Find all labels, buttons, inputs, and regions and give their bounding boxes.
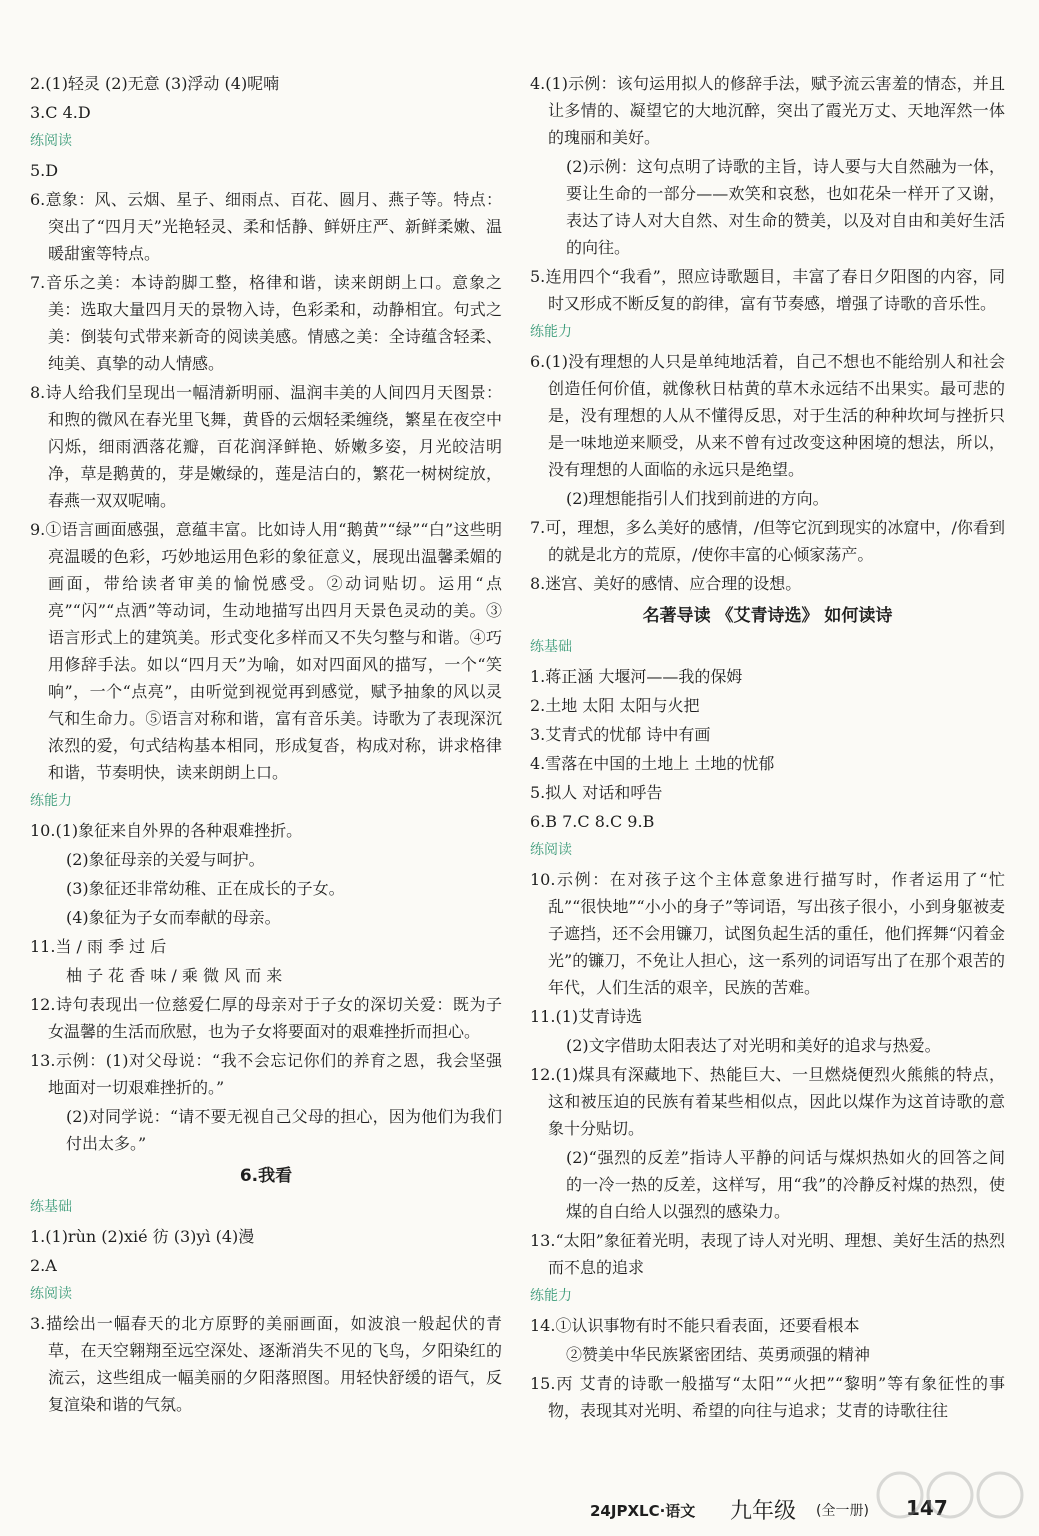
answer-item: 13.示例：(1)对父母说：“我不会忘记你们的养育之恩，我会坚强地面对一切艰难挫折的。” — [30, 1051, 502, 1097]
page-number: 147 — [906, 1496, 948, 1520]
answer-item: 10.(1)象征来自外界的各种艰难挫折。 — [30, 821, 303, 840]
answer-subitem: (2)示例：这句点明了诗歌的主旨，诗人要与大自然融为一体，要让生命的一部分——欢笑和哀愁，也如花朵一样开了又谢，表达了诗人对大自然、对生命的赞美，以及对自由和美好生活的向往。 — [566, 157, 1005, 257]
answer-item: 12.(1)煤具有深藏地下、热能巨大、一旦燃烧便烈火熊熊的特点，这和被压迫的民族有着某些相似点，因此以煤作为这首诗歌的意象十分贴切。 — [530, 1065, 1005, 1138]
answer-item: 1.(1)rùn (2)xié 彷 (3)yì (4)漫 — [30, 1227, 255, 1246]
answer-item: 8.诗人给我们呈现出一幅清新明丽、温润丰美的人间四月天图景：和煦的微风在春光里飞舞，黄昏的云烟轻柔缠绕，繁星在夜空中闪烁，细雨洒落花瓣，百花润泽鲜艳、娇嫩多姿，月光皎洁明净，草是鹅黄的，芽是嫩绿的，莲是洁白的，繁花一树树绽放，春燕一双双呢喃。 — [30, 383, 502, 510]
answer-item: 7.可，理想，多么美好的感情，/但等它沉到现实的冰窟中，/你看到的就是北方的荒原，/使你丰富的心倾家荡产。 — [530, 518, 1005, 564]
answer-item: 2.土地 太阳 太阳与火把 — [530, 696, 700, 715]
left-column — [30, 70, 502, 1420]
answer-item: 6.B 7.C 8.C 9.B — [530, 812, 655, 831]
answer-subitem: 柚 子 花 香 味 / 乘 微 风 而 来 — [66, 966, 283, 985]
section-label: 练能力 — [30, 793, 72, 809]
section-label: 练能力 — [530, 1288, 572, 1304]
lesson-title: 名著导读 《艾青诗选》 如何读诗 — [642, 606, 893, 626]
answer-item: 2.A — [30, 1256, 57, 1275]
answer-item: 9.①语言画面感强，意蕴丰富。比如诗人用“鹅黄”“绿”“白”这些明亮温暖的色彩，巧妙地运用色彩的象征意义，展现出温馨柔媚的画面，带给读者审美的愉悦感受。②动词贴切。运用“点亮”“闪”“点洒”等动词，生动地描写出四月天景色灵动的美。③语言形式上的建筑美。形式变化多样而又不失匀整与和谐。④巧用修辞手法。如以“四月天”为喻，如对四面风的描写，一个“笑响”，一个“点亮”，由听觉到视觉再到感觉，赋予抽象的风以灵气和生命力。⑤语言对称和谐，富有音乐美。诗歌为了表现深沉浓烈的爱，句式结构基本相同，形成复沓，构成对称，讲求格律和谐，节奏明快，读来朗朗上口。 — [30, 520, 502, 782]
answer-item: 7.音乐之美：本诗韵脚工整，格律和谐，读来朗朗上口。意象之美：选取大量四月天的景物入诗，色彩柔和，动静相宜。句式之美：倒装句式带来新奇的阅读美感。情感之美：全诗蕴含轻柔、纯美、真挚的动人情感。 — [30, 273, 502, 373]
answer-subitem: ②赞美中华民族紧密团结、英勇顽强的精神 — [566, 1345, 871, 1364]
section-label: 练基础 — [530, 639, 572, 655]
answer-item: 13.“太阳”象征着光明，表现了诗人对光明、理想、美好生活的热烈而不息的追求 — [530, 1231, 1005, 1277]
answer-subitem: (2)理想能指引人们找到前进的方向。 — [566, 489, 829, 508]
section-label: 练阅读 — [30, 133, 72, 149]
watermark-stamp-icon — [870, 1460, 1030, 1530]
answer-item: 2.(1)轻灵 (2)无意 (3)浮动 (4)呢喃 — [30, 74, 280, 93]
answer-item: 11.当 / 雨 季 过 后 — [30, 937, 167, 956]
answer-item: 3.C 4.D — [30, 103, 91, 122]
answer-item: 8.迷宫、美好的感情、应合理的设想。 — [530, 574, 802, 593]
right-column — [530, 70, 1005, 1426]
section-label: 练能力 — [530, 324, 572, 340]
section-label: 练阅读 — [530, 842, 572, 858]
answer-item: 5.D — [30, 161, 59, 180]
footer-volume: (全一册) — [816, 1503, 869, 1519]
answer-item: 1.蒋正涵 大堰河——我的保姆 — [530, 667, 743, 686]
answer-item: 6.意象：风、云烟、星子、细雨点、百花、圆月、燕子等。特点：突出了“四月天”光艳轻灵、柔和恬静、鲜妍庄严、新鲜柔嫩、温暖甜蜜等特点。 — [30, 190, 502, 263]
answer-item: 11.(1)艾青诗选 — [530, 1007, 643, 1026]
answer-subitem: (3)象征还非常幼稚、正在成长的子女。 — [66, 879, 345, 898]
answer-subitem: (4)象征为子女而奉献的母亲。 — [66, 908, 281, 927]
answer-item: 15.丙 艾青的诗歌一般描写“太阳”“火把”“黎明”等有象征性的事物，表现其对光明、希望的向往与追求；艾青的诗歌往往 — [530, 1374, 1005, 1420]
answer-item: 5.拟人 对话和呼告 — [530, 783, 663, 802]
answer-item: 4.雪落在中国的土地上 土地的忧郁 — [530, 754, 775, 773]
lesson-title: 6.我看 — [239, 1166, 293, 1186]
answer-subitem: (2)“强烈的反差”指诗人平静的问话与煤炽热如火的回答之间的一冷一热的反差，这样写，用“我”的冷静反衬煤的热烈，使煤的自白给人以强烈的感染力。 — [566, 1148, 1005, 1221]
answer-item: 10.示例：在对孩子这个主体意象进行描写时，作者运用了“忙乱”“很快地”“小小的身子”等词语，写出孩子很小，小到身躯被麦子遮挡，还不会用镰刀，试图负起生活的重任，他们挥舞“闪着金光”的镰刀，不免让人担心，这一系列的词语写出了在那个艰苦的年代，人们生活的艰辛，民族的苦难。 — [530, 870, 1005, 997]
answer-item: 12.诗句表现出一位慈爱仁厚的母亲对于子女的深切关爱：既为子女温馨的生活而欣慰，也为子女将要面对的艰难挫折而担心。 — [30, 995, 502, 1041]
answer-item: 4.(1)示例：该句运用拟人的修辞手法，赋予流云害羞的情态，并且让多情的、凝望它的大地沉醉，突出了霞光万丈、天地浑然一体的瑰丽和美好。 — [530, 74, 1005, 147]
answer-item: 3.艾青式的忧郁 诗中有画 — [530, 725, 711, 744]
answer-item: 14.①认识事物有时不能只看表面，还要看根本 — [530, 1316, 860, 1335]
answer-item: 3.描绘出一幅春天的北方原野的美丽画面，如波浪一般起伏的青草，在天空翱翔至远空深处、逐渐消失不见的飞鸟，夕阳染红的流云，这些组成一幅美丽的夕阳落照图。用轻快舒缓的语气，反复渲染和谐的气氛。 — [30, 1314, 502, 1414]
footer-book-code: 24JPXLC·语文 — [590, 1502, 696, 1520]
section-label: 练基础 — [30, 1199, 72, 1215]
section-label: 练阅读 — [30, 1286, 72, 1302]
answer-item: 6.(1)没有理想的人只是单纯地活着，自己不想也不能给别人和社会创造任何价值，就像秋日枯黄的草木永远结不出果实。最可悲的是，没有理想的人从不懂得反思，对于生活的种种坎坷与挫折只是一味地逆来顺受，从来不曾有过改变这种困境的想法，所以，没有理想的人面临的永远只是绝望。 — [530, 352, 1005, 479]
answer-subitem: (2)文字借助太阳表达了对光明和美好的追求与热爱。 — [566, 1036, 941, 1055]
answer-subitem: (2)对同学说：“请不要无视自己父母的担心，因为他们为我们付出太多。” — [66, 1107, 502, 1153]
answer-item: 5.连用四个“我看”，照应诗歌题目，丰富了春日夕阳图的内容，同时又形成不断反复的韵律，富有节奏感，增强了诗歌的音乐性。 — [530, 267, 1005, 313]
footer-grade: 九年级 — [730, 1499, 797, 1524]
answer-subitem: (2)象征母亲的关爱与呵护。 — [66, 850, 265, 869]
